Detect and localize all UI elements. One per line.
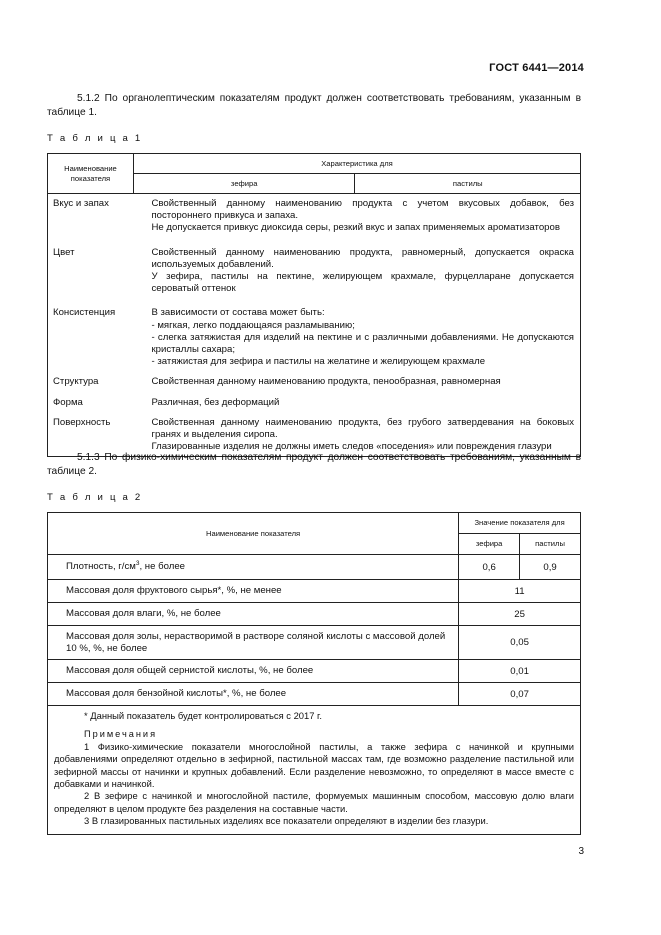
table1-row-line: Глазированные изделия не должны иметь следов «поседения» или повреждения глазури <box>151 441 552 453</box>
table2-row-name: Массовая доля фруктового сырья*, %, не менее <box>48 580 459 603</box>
table-row <box>48 683 581 706</box>
table1-row-line: Свойственный данному наименованию продукта с учетом вкусовых добавок, без постороннего привкуса и запаха. <box>151 198 574 222</box>
table-row <box>48 392 581 412</box>
table-row <box>48 555 581 580</box>
table1-row-line: - мягкая, легко поддающаяся разламыванию; <box>151 319 355 331</box>
notes-list <box>54 741 574 828</box>
table2-row-value: 0,05 <box>459 626 581 660</box>
notes-title: Примечания <box>84 729 158 740</box>
table1-row-line: Свойственная данному наименованию продукта, пенообразная, равномерная <box>151 376 501 388</box>
table1-row-line: Свойственная данному наименованию продукта, без грубого затвердевания на боковых гранях и выделения сиропа. <box>151 416 574 441</box>
table2-footnote: * Данный показатель будет контролироваться с 2017 г. <box>84 710 322 721</box>
note-item: 1 Физико-химические показатели многослойной пастилы, а также зефира с начинкой и крупными добавлениями определяют отдельно в зефирной, пастильной массах там, где возможно разделение пастильной или зефирной массы от начинки и крупных добавлений. Если разделение невозможно, то определяют в массе вместе с добавками и начинкой. <box>54 740 574 790</box>
table1-row-line: Свойственный данному наименованию продукта, равномерный, допускается окраска используемых добавлений. <box>151 246 574 270</box>
note-item: 3 В глазированных пастильных изделиях все показатели определяют в изделии без глазури. <box>84 815 489 827</box>
table2-row-value: 11 <box>459 580 581 603</box>
table-row <box>48 626 581 660</box>
table1-row-name: Цвет <box>48 238 134 299</box>
table1-row-name: Поверхность <box>48 412 134 457</box>
table1-row-line: Не допускается привкус диоксида серы, резкий вкус и запах применяемых ароматизаторов <box>151 222 560 234</box>
table1-row-name: Вкус и запах <box>48 194 134 238</box>
table1-header-pastila: пастилы <box>355 174 581 194</box>
table1-row-line: - слегка затяжистая для изделий на пектине и с различными добавлениями. Не допускаются кристаллы сахара; <box>151 331 574 356</box>
table1-header-group: Характеристика для <box>133 154 580 174</box>
table1-row-value <box>133 371 580 391</box>
table2-header-group: Значение показателя для <box>459 513 581 534</box>
table2-header-pastila: пастилы <box>520 534 581 555</box>
table2-notes <box>48 706 581 835</box>
table2-density-name: Плотность, $г/см^3$, не более <box>48 555 459 580</box>
table1-row-name: Консистенция <box>48 298 134 371</box>
table2-row-name: Массовая доля золы, нерастворимой в растворе соляной кислоты с массовой долей 10 %, %, не более <box>48 626 459 660</box>
table2-caption: Т а б л и ц а 2 <box>47 492 143 503</box>
table2-header-name: Наименование показателя <box>48 513 459 555</box>
table1-row-name: Структура <box>48 371 134 391</box>
table2-density-zephyr: 0,6 <box>459 555 520 580</box>
table1-row-line: - затяжистая для зефира и пастилы на желатине и желирующем крахмале <box>151 356 486 368</box>
table1-body <box>48 194 581 457</box>
section-5-1-3 <box>47 451 581 478</box>
table1-row-line: Различная, без деформаций <box>151 396 280 408</box>
table1-row-value <box>133 392 580 412</box>
note-item: 2 В зефире с начинкой и многослойной пастиле, формуемых машинным способом, массовую долю влаги определяют в целом продукте без разделения на составные части. <box>54 790 574 814</box>
table2-header-zephyr: зефира <box>459 534 520 555</box>
table2-row-value: 0,07 <box>459 683 581 706</box>
table1-header-name: Наименование показателя <box>48 154 134 194</box>
table1-row-value <box>133 298 580 371</box>
table-row <box>48 298 581 371</box>
table2-row-name: Массовая доля бензойной кислоты*, %, не более <box>48 683 459 706</box>
section-5-1-2 <box>47 92 581 119</box>
table1-caption: Т а б л и ц а 1 <box>47 133 143 144</box>
table2-density-pastila: 0,9 <box>520 555 581 580</box>
table-row <box>48 580 581 603</box>
table2-row-name: Массовая доля общей сернистой кислоты, %, не более <box>48 660 459 683</box>
section-5-1-2-text: 5.1.2 По органолептическим показателям продукт должен соответствовать требованиям, указанным в таблице 1. <box>47 93 581 118</box>
standard-number: ГОСТ 6441—2014 <box>489 62 584 74</box>
section-5-1-3-text: 5.1.3 По физико-химическим показателям продукт должен соответствовать требованиям, указанным в таблице 2. <box>47 452 581 477</box>
table-row <box>48 194 581 238</box>
table1-row-value <box>133 194 580 238</box>
table1-row-line: У зефира, пастилы на пектине, желирующем крахмале, фурцелларане допускается сероватый оттенок <box>151 271 574 295</box>
page-number: 3 <box>578 846 584 857</box>
table1-row-line: В зависимости от состава может быть: <box>151 307 325 319</box>
table-2 <box>47 512 581 835</box>
table1-row-name: Форма <box>48 392 134 412</box>
table1-header-zephyr: зефира <box>133 174 355 194</box>
table-row <box>48 238 581 299</box>
table2-row-value: 0,01 <box>459 660 581 683</box>
table-row <box>48 603 581 626</box>
table2-rows <box>48 580 581 706</box>
table1-row-value <box>133 238 580 299</box>
table2-row-value: 25 <box>459 603 581 626</box>
table-row <box>48 371 581 391</box>
table2-row-name: Массовая доля влаги, %, не более <box>48 603 459 626</box>
table-1 <box>47 153 581 457</box>
table-row <box>48 660 581 683</box>
